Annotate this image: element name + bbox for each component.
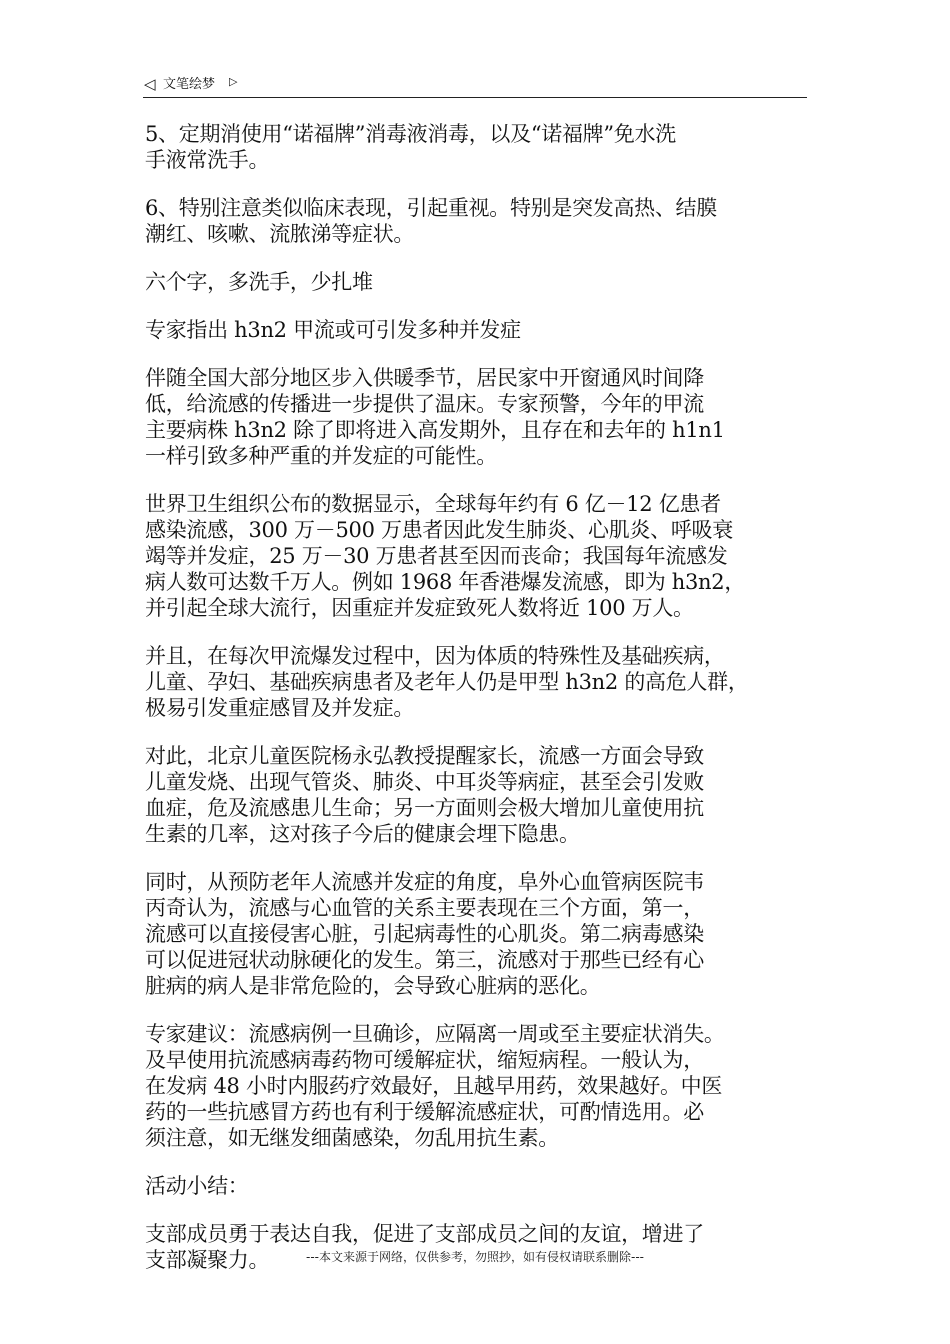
section-heading: 专家指出 h3n2 甲流或可引发多种并发症 [145,318,521,342]
page-footer: ---本文来源于网络，仅供参考，勿照抄，如有侵权请联系删除--- [306,1250,644,1264]
paragraph-5: 5、定期消使用“诺福牌”消毒液消毒，以及“诺福牌”免水洗 手液常洗手。 [145,122,676,172]
paragraph-6: 6、特别注意类似临床表现，引起重视。特别是突发高热、结膜 潮红、咳嗽、流脓涕等症状。 [145,196,717,246]
paragraph: 伴随全国大部分地区步入供暖季节，居民家中开窗通风时间降 低，给流感的传播进一步提供了温床。专家预警，今年的甲流 主要病株 h3n2 除了即将进入高发期外，且存在和去年的 h1n1 一样引致多种严重的并发症的可能性。 [145,366,725,468]
summary-heading: 活动小结： [145,1174,249,1198]
triangle-left-icon: ◁ [144,75,156,93]
slogan: 六个字，多洗手，少扎堆 [145,270,373,294]
paragraph: 并且，在每次甲流爆发过程中，因为体质的特殊性及基础疾病， 儿童、孕妇、基础疾病患者及老年人仍是甲型 h3n2 的高危人群， 极易引发重症感冒及并发症。 [145,644,749,720]
page-header [143,72,807,98]
paragraph: 专家建议：流感病例一旦确诊，应隔离一周或至主要症状消失。 及早使用抗流感病毒药物可缓解症状，缩短病程。一般认为， 在发病 48 小时内服药疗效最好，且越早用药，效果越好。中医 药的一些抗感冒方药也有利于缓解流感症状，可酌情选用。必 须注意，如无继发细菌感染，勿乱用抗生素。 [145,1022,725,1150]
header-rule [143,97,807,98]
document-body [145,121,810,1295]
paragraph: 世界卫生组织公布的数据显示，全球每年约有 6 亿－12 亿患者 感染流感，300 万－500 万患者因此发生肺炎、心肌炎、呼吸衰 竭等并发症，25 万－30 万患者甚至因而丧命；我国每年流感发 病人数可达数千万人。例如 1968 年香港爆发流感，即为 h3n2， 并引起全球大流行，因重症并发症致死人数将近 100 万人。 [145,492,746,620]
paragraph: 对此，北京儿童医院杨永弘教授提醒家长，流感一方面会导致 儿童发烧、出现气管炎、肺炎、中耳炎等病症，甚至会引发败 血症，危及流感患儿生命；另一方面则会极大增加儿童使用抗 生素的几率，这对孩子今后的健康会埋下隐患。 [145,744,704,846]
header-brand: 文笔绘梦 [163,77,216,92]
paragraph: 同时，从预防老年人流感并发症的角度，阜外心血管病医院韦 丙奇认为，流感与心血管的关系主要表现在三个方面，第一， 流感可以直接侵害心脏，引起病毒性的心肌炎。第二病毒感染 可以促进冠状动脉硬化的发生。第三，流感对于那些已经有心 脏病的病人是非常危险的，会导致心脏病的恶化。 [145,870,704,998]
summary-paragraph: 支部成员勇于表达自我，促进了支部成员之间的友谊，增进了 支部凝聚力。 [145,1222,704,1272]
triangle-right-icon: ▷ [229,75,238,88]
